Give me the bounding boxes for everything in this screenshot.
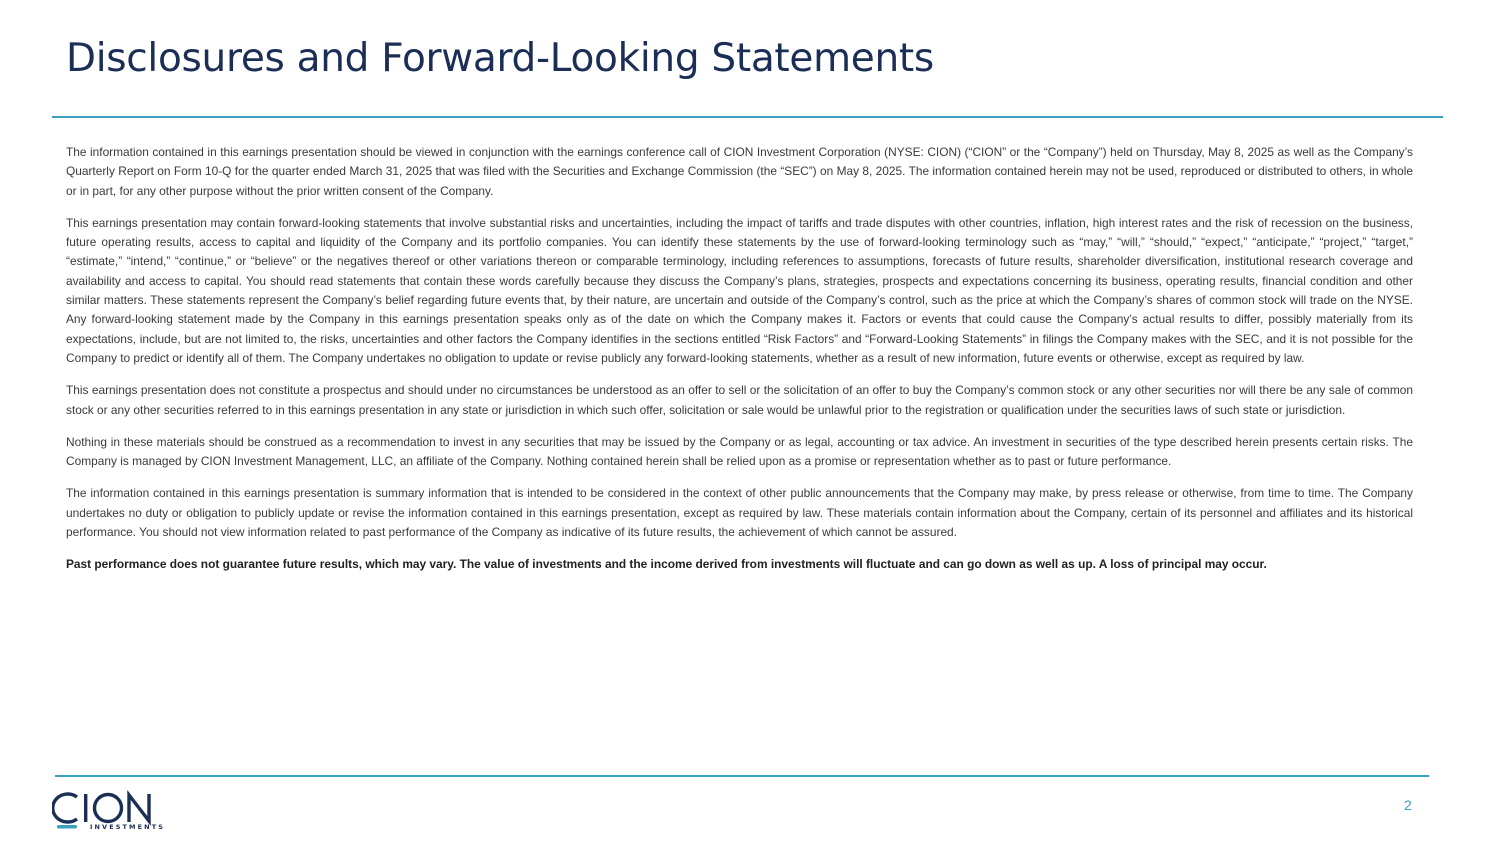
footer-divider	[55, 775, 1429, 777]
disclosure-body	[66, 143, 1413, 588]
logo-subtext: INVESTMENTS	[90, 823, 166, 831]
disclosure-bold-paragraph: Past performance does not guarantee future results, which may vary. The value of investments and the income derived from investments will fluctuate and can go down as well as up. A loss of principal may occur.	[66, 557, 1267, 572]
page-title: Disclosures and Forward-Looking Statements	[66, 36, 934, 81]
disclosure-paragraph: The information contained in this earnings presentation is summary information that is intended to be considered in the context of other public announcements that the Company may make, by press release or otherwise, from time to time. The Company undertakes no duty or obligation to publicly update or revise the information contained in this earnings presentation, except as required by law. These materials contain information about the Company, certain of its personnel and affiliates and its historical performance. You should not view information related to past performance of the Company as indicative of its future results, the achievement of which cannot be assured.	[66, 486, 1413, 540]
cion-logo	[52, 789, 166, 837]
title-divider	[52, 116, 1443, 118]
disclosure-paragraph: This earnings presentation may contain forward-looking statements that involve substantial risks and uncertainties, including the impact of tariffs and trade disputes with other countries, inflation, high interest rates and the risk of recession on the business, future operating results, access to capital and liquidity of the Company and its portfolio companies. You can identify these statements by the use of forward-looking terminology such as “may,” “will,” “should,” “expect,” “anticipate,” “project,” “target,” “estimate,” “intend,” “continue,” or “believe” or the negatives thereof or other variations thereon or comparable terminology, including references to assumptions, forecasts of future results, shareholder diversification, institutional research coverage and availability and access to capital. You should read statements that contain these words carefully because they discuss the Company’s plans, strategies, prospects and expectations concerning its business, operating results, financial condition and other similar matters. These statements represent the Company’s belief regarding future events that, by their nature, are uncertain and outside of the Company’s control, such as the price at which the Company’s shares of common stock will trade on the NYSE. Any forward-looking statement made by the Company in this earnings presentation speaks only as of the date on which the Company makes it. Factors or events that could cause the Company’s actual results to differ, possibly materially from its expectations, include, but are not limited to, the risks, uncertainties and other factors the Company identifies in the sections entitled “Risk Factors” and “Forward-Looking Statements” in filings the Company makes with the SEC, and it is not possible for the Company to predict or identify all of them. The Company undertakes no obligation to update or revise publicly any forward-looking statements, whether as a result of new information, future events or otherwise, except as required by law.	[66, 215, 1413, 365]
disclosure-paragraph: This earnings presentation does not constitute a prospectus and should under no circumstances be understood as an offer to sell or the solicitation of an offer to buy the Company’s common stock or any other securities nor will there be any sale of common stock or any other securities referred to in this earnings presentation in any state or jurisdiction in which such offer, solicitation or sale would be unlawful prior to the registration or qualification under the securities laws of such state or jurisdiction.	[66, 383, 1413, 417]
page-number: 2	[1404, 797, 1412, 813]
disclosure-paragraph: The information contained in this earnings presentation should be viewed in conjunction with the earnings conference call of CION Investment Corporation (NYSE: CION) (“CION” or the “Company”) held on Thursday, May 8, 2025 as well as the Company’s Quarterly Report on Form 10-Q for the quarter ended March 31, 2025 that was filed with the Securities and Exchange Commission (the “SEC”) on May 8, 2025. The information contained herein may not be used, reproduced or distributed to others, in whole or in part, for any other purpose without the prior written consent of the Company.	[66, 145, 1413, 198]
disclosure-paragraph: Nothing in these materials should be construed as a recommendation to invest in any securities that may be issued by the Company or as legal, accounting or tax advice. An investment in securities of the type described herein presents certain risks. The Company is managed by CION Investment Management, LLC, an affiliate of the Company. Nothing contained herein shall be relied upon as a promise or representation whether as to past or future performance.	[66, 434, 1413, 469]
